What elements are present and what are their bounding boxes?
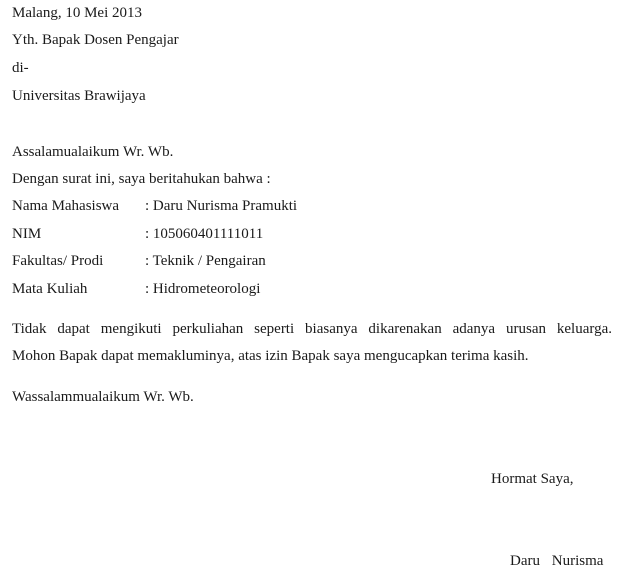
field-label-course: Mata Kuliah bbox=[12, 281, 88, 297]
institution: Universitas Brawijaya bbox=[12, 88, 146, 104]
field-value-nim: : 105060401111011 bbox=[145, 226, 264, 242]
field-label-nim: NIM bbox=[12, 226, 42, 242]
recipient: Yth. Bapak Dosen Pengajar bbox=[12, 32, 179, 48]
field-label-name: Nama Mahasiswa bbox=[12, 198, 120, 214]
place-date: Malang, 10 Mei 2013 bbox=[12, 5, 142, 21]
recipient-at: di- bbox=[12, 60, 29, 76]
body-line-2: Mohon Bapak dapat memakluminya, atas izin Bapak saya mengucapkan terima kasih. bbox=[12, 348, 529, 364]
body-line-1: Tidak dapat mengikuti perkuliahan seperti biasanya dikarenakan adanya urusan keluarga. bbox=[12, 321, 612, 337]
intro-text: Dengan surat ini, saya beritahukan bahwa : bbox=[12, 171, 271, 187]
greeting: Assalamualaikum Wr. Wb. bbox=[12, 144, 174, 160]
farewell: Wassalammualaikum Wr. Wb. bbox=[12, 389, 194, 405]
field-value-course: : Hidrometeorologi bbox=[145, 281, 261, 297]
field-value-faculty: : Teknik / Pengairan bbox=[145, 253, 266, 269]
signature-name: Daru Nurisma bbox=[510, 553, 604, 569]
closing: Hormat Saya, bbox=[491, 471, 574, 487]
field-value-name: : Daru Nurisma Pramukti bbox=[145, 198, 298, 214]
field-label-faculty: Fakultas/ Prodi bbox=[12, 253, 104, 269]
